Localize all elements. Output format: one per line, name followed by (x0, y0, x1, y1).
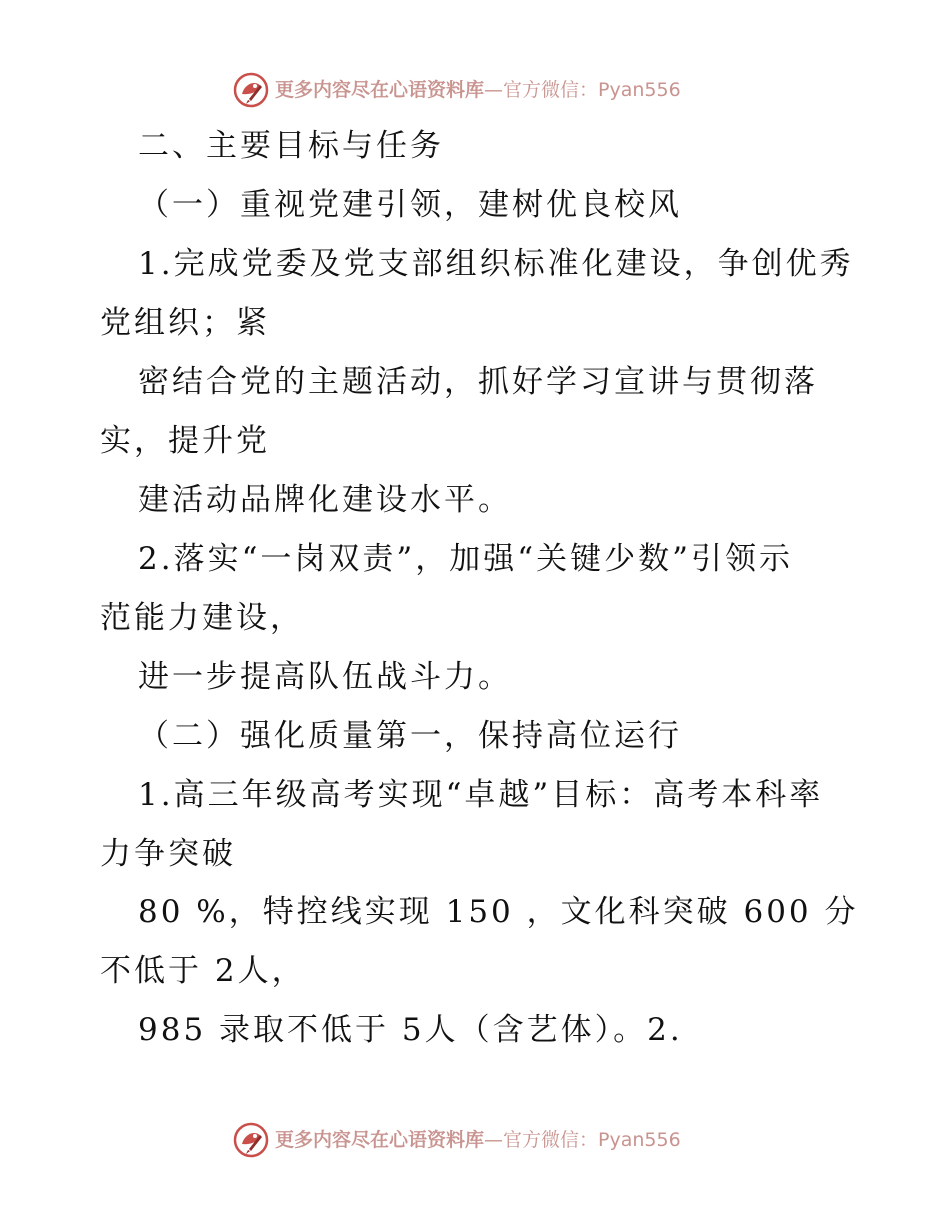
paragraph-line-1: 二、主要目标与任务 (138, 128, 444, 164)
paragraph-line-15: 不低于 2人， (100, 953, 306, 989)
watermark-text (275, 1128, 681, 1151)
paragraph-line-12: 1.高三年级高考实现“卓越”目标：高考本科率 (138, 777, 824, 813)
paragraph-line-11: （二）强化质量第一，保持高位运行 (138, 718, 682, 754)
paragraph-line-16: 985 录取不低于 5人（含艺体）。2. (138, 1012, 683, 1048)
paragraph-line-4: 党组织；紧 (100, 305, 270, 341)
watermark-separator: — (484, 1128, 504, 1151)
watermark-account: Pyan556 (598, 1128, 681, 1151)
paragraph-line-5: 密结合党的主题活动，抓好学习宣讲与贯彻落 (138, 364, 818, 400)
paragraph-line-9: 范能力建设， (100, 600, 304, 636)
paragraph-line-3: 1.完成党委及党支部组织标准化建设，争创优秀 (138, 246, 854, 282)
paragraph-line-13: 力争突破 (100, 836, 236, 872)
paragraph-line-2: （一）重视党建引领，建树优良校风 (138, 187, 682, 223)
watermark-account: Pyan556 (598, 78, 681, 101)
watermark-label: 官方微信： (503, 1128, 599, 1151)
paragraph-line-6: 实，提升党 (100, 423, 270, 459)
paragraph-line-14: 80 %，特控线实现 150 ，文化科突破 600 分 (138, 894, 859, 930)
watermark-separator: — (484, 78, 504, 101)
paragraph-line-10: 进一步提高队伍战斗力。 (138, 659, 512, 695)
watermark-brand: 更多内容尽在心语资料库 (275, 78, 485, 101)
watermark-brand: 更多内容尽在心语资料库 (275, 1128, 485, 1151)
red-wax-seal-pen-icon (233, 1122, 269, 1158)
bottom-watermark (233, 1122, 681, 1158)
watermark-label: 官方微信： (503, 78, 599, 101)
paragraph-line-7: 建活动品牌化建设水平。 (138, 482, 512, 518)
paragraph-line-8: 2.落实“一岗双责”，加强“关键少数”引领示 (138, 541, 793, 577)
